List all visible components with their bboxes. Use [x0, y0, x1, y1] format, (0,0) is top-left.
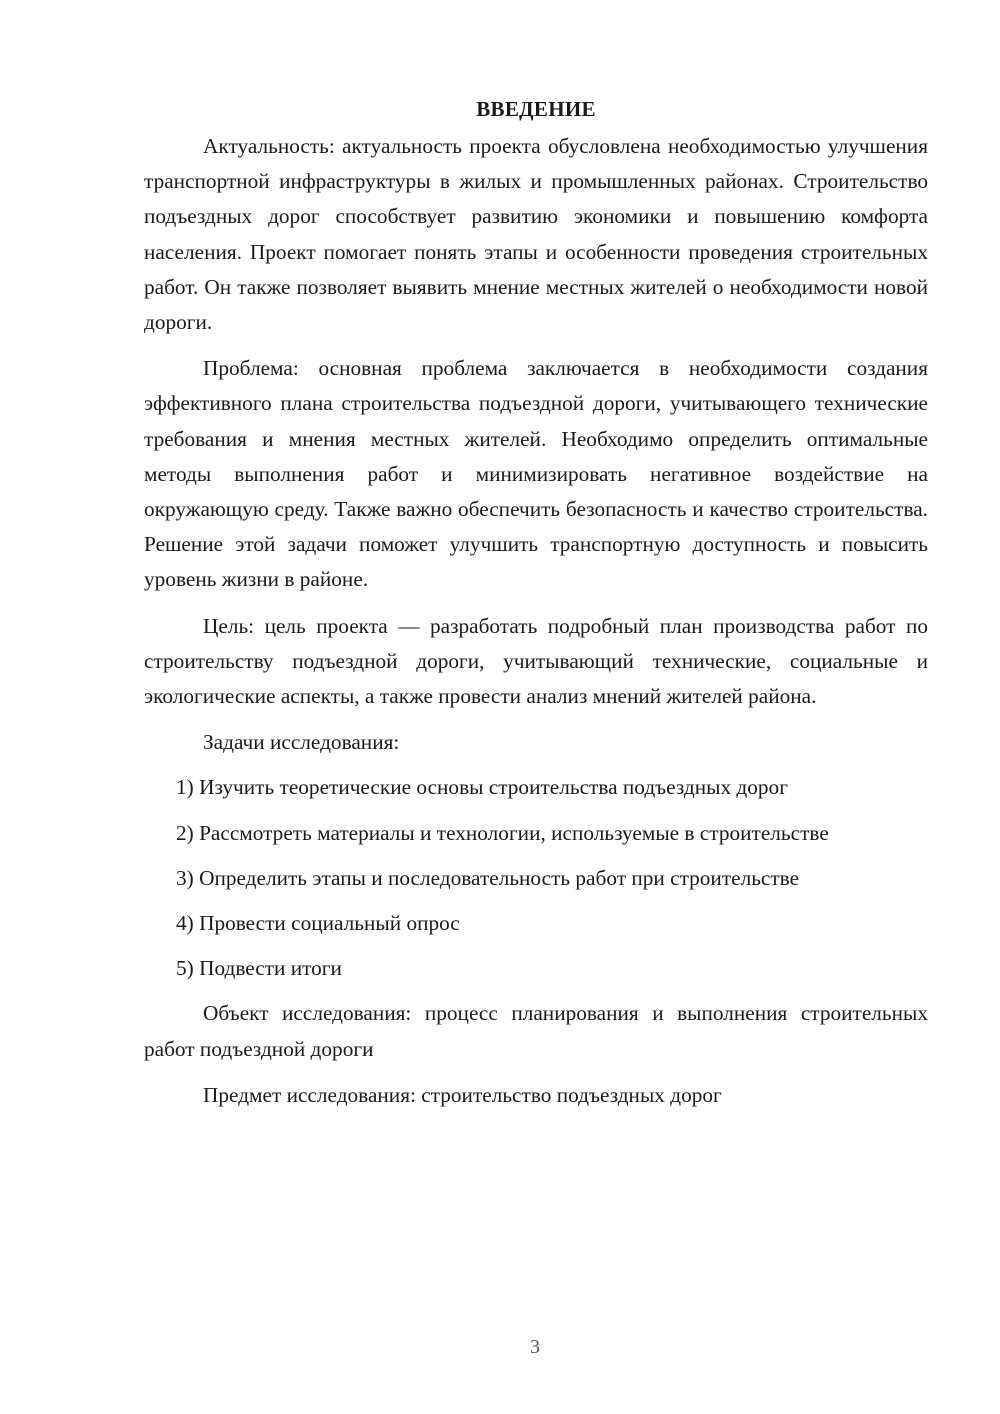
goal-paragraph: Цель: цель проекта — разработать подробный план производства работ по строительству подъездной дороги, учитывающий технические, социальные и экологические аспекты, а также провести анализ мнений жителей района.	[144, 613, 928, 709]
list-item: 2) Рассмотреть материалы и технологии, используемые в строительстве	[176, 820, 829, 845]
research-object-paragraph: Объект исследования: процесс планирования и выполнения строительных работ подъездной дороги	[144, 1001, 928, 1061]
tasks-heading: Задачи исследования:	[203, 730, 400, 755]
relevance-paragraph: Актуальность: актуальность проекта обусловлена необходимостью улучшения транспортной инфраструктуры в жилых и промышленных районах. Строительство подъездных дорог способствует развитию экономики и повышению комфорта населения. Проект помогает понять этапы и особенности проведения строительных работ. Он также позволяет выявить мнение местных жителей о необходимости новой дороги.	[144, 134, 928, 335]
document-page	[144, 92, 928, 1124]
page-number: 3	[530, 1336, 540, 1358]
list-item: 1) Изучить теоретические основы строительства подъездных дорог	[176, 775, 788, 800]
list-item: 4) Провести социальный опрос	[176, 911, 460, 936]
research-subject-paragraph: Предмет исследования: строительство подъездных дорог	[203, 1082, 722, 1107]
problem-paragraph: Проблема: основная проблема заключается в необходимости создания эффективного плана строительства подъездной дороги, учитывающего технические требования и мнения местных жителей. Необходимо определить оптимальные методы выполнения работ и минимизировать негативное воздействие на окружающую среду. Также важно обеспечить безопасность и качество строительства. Решение этой задачи поможет улучшить транспортную доступность и повысить уровень жизни в районе.	[144, 356, 928, 592]
list-item: 3) Определить этапы и последовательность работ при строительстве	[176, 865, 800, 890]
list-item: 5) Подвести итоги	[176, 956, 342, 981]
tasks-list	[144, 770, 928, 986]
document-title: ВВЕДЕНИЕ	[476, 97, 596, 121]
